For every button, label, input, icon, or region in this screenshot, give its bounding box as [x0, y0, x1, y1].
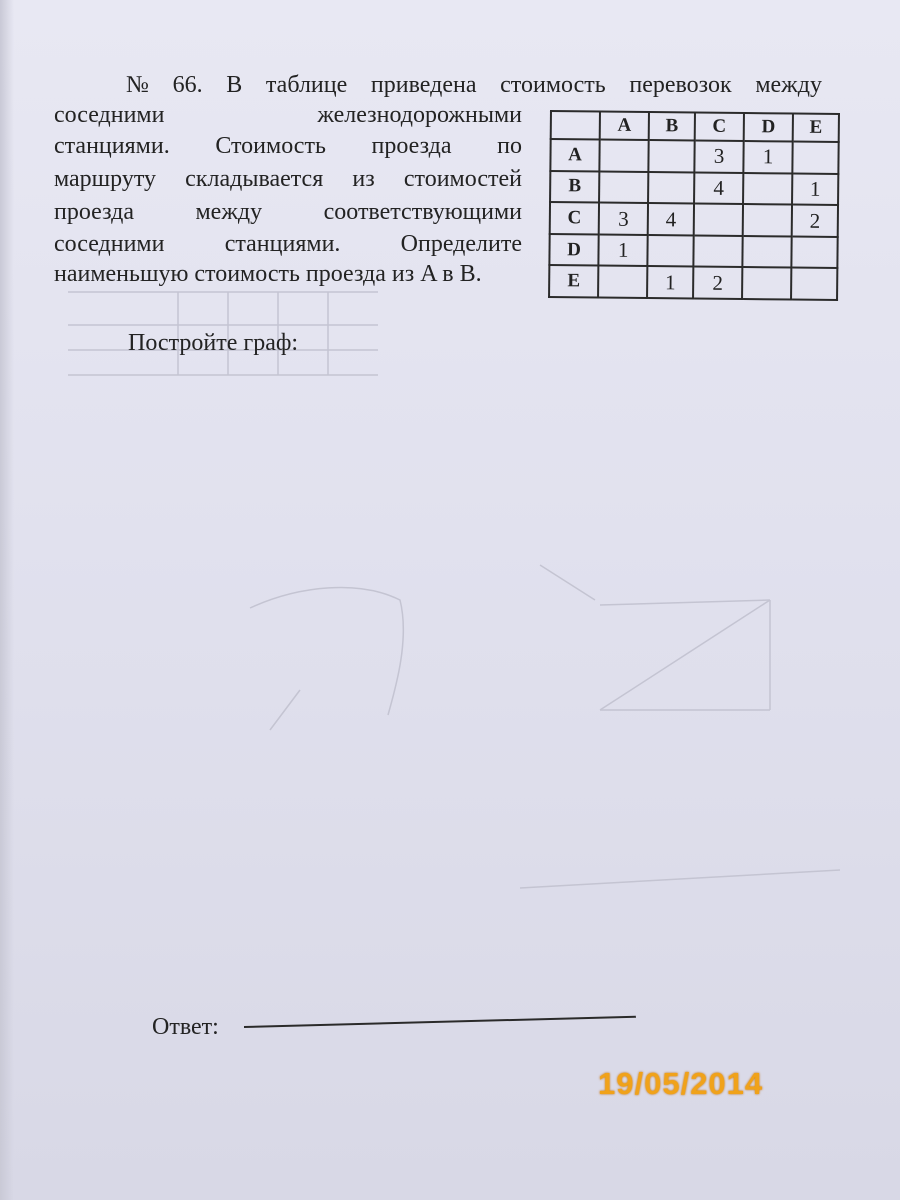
table-cell: 1	[598, 234, 647, 266]
problem-text-line-1	[126, 72, 822, 99]
problem-text-line-6	[54, 231, 522, 258]
problem-word: из	[352, 166, 375, 192]
table-row	[550, 202, 838, 237]
table-cell	[649, 140, 695, 172]
table-cell	[742, 236, 791, 268]
problem-number-sign: №	[126, 72, 149, 98]
row-header: D	[549, 234, 598, 266]
table-cell	[648, 235, 694, 267]
problem-word: приведена	[370, 72, 477, 98]
table-cell	[792, 142, 838, 174]
problem-word: станциями.	[54, 133, 170, 159]
table-cell: 3	[694, 141, 743, 173]
table-cell: 2	[792, 205, 838, 237]
table-cell	[791, 268, 837, 300]
problem-word: по	[497, 133, 522, 159]
problem-word: между	[755, 72, 822, 98]
table-row	[549, 265, 837, 300]
row-header: B	[550, 171, 599, 203]
table-cell	[598, 266, 647, 298]
answer-label: Ответ:	[152, 1014, 219, 1040]
problem-text-line-5	[54, 199, 522, 226]
table-cell	[743, 173, 792, 205]
table-cell: 2	[693, 267, 742, 299]
problem-word: проезда	[371, 133, 452, 159]
table-cell	[599, 171, 648, 203]
problem-word: железнодорожными	[317, 102, 522, 128]
table-cell	[694, 204, 743, 236]
row-header: A	[550, 139, 599, 171]
column-header: D	[744, 113, 793, 142]
table-cell	[791, 236, 837, 268]
problem-word: соседними	[54, 102, 165, 128]
table-header-row	[551, 111, 839, 142]
table-corner-cell	[551, 111, 600, 140]
camera-date-stamp: 19/05/2014	[598, 1066, 764, 1101]
table-row	[549, 234, 837, 269]
table-cell	[742, 267, 791, 299]
table-cell	[599, 140, 648, 172]
table-cell	[693, 235, 742, 267]
problem-word: перевозок	[629, 72, 732, 98]
problem-word: проезда	[54, 199, 134, 225]
problem-word: станциями.	[224, 231, 341, 257]
problem-word: между	[195, 199, 263, 225]
table-cell: 1	[647, 266, 693, 298]
row-header: C	[550, 202, 599, 234]
column-header: B	[649, 112, 695, 141]
table-row	[550, 139, 838, 174]
table-cell	[743, 204, 792, 236]
problem-number: 66.	[172, 72, 203, 98]
row-header: E	[549, 265, 598, 297]
problem-word: стоимостей	[403, 166, 522, 192]
table-row	[550, 171, 838, 206]
build-graph-label: Постройте граф:	[128, 330, 299, 356]
table-cell: 4	[694, 172, 743, 204]
table-cell: 1	[743, 141, 792, 173]
problem-text-line-2	[54, 102, 522, 129]
column-header: E	[793, 114, 839, 143]
table-cell: 1	[792, 173, 838, 205]
table-cell: 3	[599, 203, 648, 235]
problem-word: соответствующими	[323, 199, 522, 225]
problem-word: Стоимость	[215, 133, 326, 159]
problem-word: таблице	[265, 72, 348, 98]
problem-word: стоимость	[500, 72, 606, 98]
table-cell: 4	[648, 203, 694, 235]
column-header: C	[695, 113, 744, 142]
problem-word: соседними	[54, 231, 165, 257]
column-header: A	[600, 112, 649, 141]
problem-text-line-4	[54, 166, 522, 193]
problem-word: Определите	[400, 231, 522, 257]
problem-word: В	[226, 72, 243, 98]
station-cost-table	[548, 110, 840, 301]
problem-text-line-3	[54, 133, 522, 160]
table-cell	[648, 172, 694, 204]
problem-word: складывается	[185, 166, 324, 192]
problem-word: маршруту	[54, 166, 157, 192]
problem-text-line-7: наименьшую стоимость проезда из A в B.	[54, 261, 482, 287]
